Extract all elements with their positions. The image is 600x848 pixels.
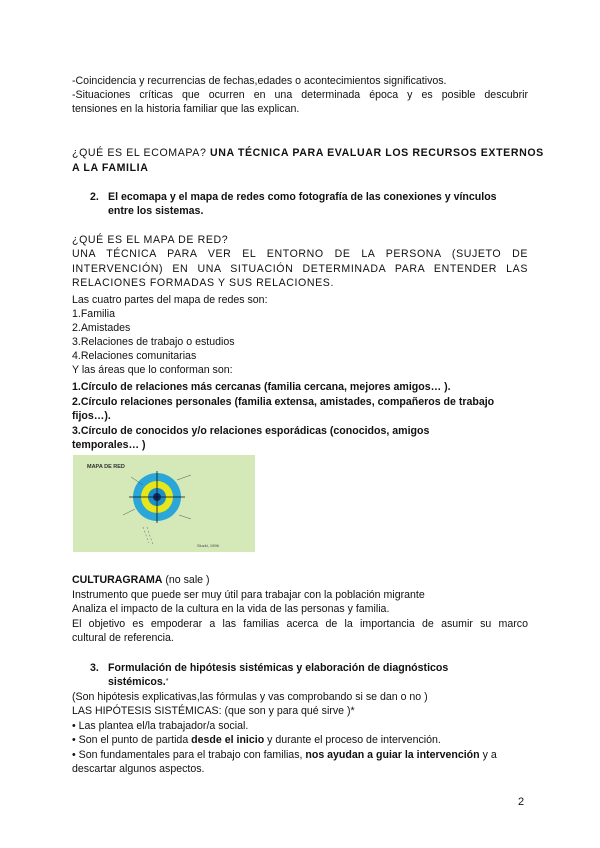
section-3-number: 3.: [90, 662, 99, 674]
cultura-line-3a: El objetivo es empoderar a las familias acerca de la importancia de asumir su marco: [72, 618, 528, 630]
hypotheses-title: LAS HIPÓTESIS SISTÉMICAS: (que son y para qué sirve )*: [72, 705, 355, 717]
section-3-title-mark: *: [165, 678, 169, 685]
red-areas-intro: Y las áreas que lo conforman son:: [72, 364, 233, 376]
ecomapa-answer-cont: A LA FAMILIA: [72, 162, 149, 174]
section-3-paren: (Son hipótesis explicativas,las fórmulas y vas comprobando si se dan o no ): [72, 691, 428, 703]
figure-title: MAPA DE RED: [87, 464, 125, 470]
bullet-2-pre: • Son el punto de partida: [72, 734, 192, 746]
intro-line-2b: tensiones en la historia familiar que las explican.: [72, 103, 300, 115]
cultura-note: (no sale ): [162, 574, 210, 586]
network-map-image: [73, 455, 255, 552]
cultura-line-2: Analiza el impacto de la cultura en la vida de las personas y familia.: [72, 603, 390, 615]
red-def-c: RELACIONES FORMADAS Y SUS RELACIONES.: [72, 277, 334, 289]
hypotheses-bullet-1: • Las plantea el/la trabajador/a social.: [72, 720, 249, 732]
network-map-figure: [73, 455, 255, 552]
red-part-4: 4.Relaciones comunitarias: [72, 350, 197, 362]
hypotheses-bullet-3: [72, 748, 528, 762]
red-part-3: 3.Relaciones de trabajo o estudios: [72, 336, 235, 348]
red-question: ¿QUÉ ES EL MAPA DE RED?: [72, 234, 229, 246]
section-3-title-a: Formulación de hipótesis sistémicas y elaboración de diagnósticos: [108, 662, 449, 674]
page-number: 2: [518, 796, 525, 808]
red-area-2a: 2.Círculo relaciones personales (familia extensa, amistades, compañeros de trabajo: [72, 396, 495, 408]
ecomapa-question: ¿QUÉ ES EL ECOMAPA?: [72, 147, 210, 159]
section-2-number: 2.: [90, 191, 99, 203]
hypotheses-bullet-2: [72, 733, 528, 747]
bullet-3-pre: • Son fundamentales para el trabajo con familias,: [72, 749, 306, 761]
section-2-title-a: El ecomapa y el mapa de redes como fotografía de las conexiones y vínculos: [108, 191, 497, 203]
red-part-2: 2.Amistades: [72, 322, 131, 334]
cultura-line-3b: cultural de referencia.: [72, 632, 174, 644]
section-3-title-b: sistémicos.: [108, 676, 166, 688]
bullet-3-post: y a: [479, 749, 497, 761]
cultura-title: CULTURAGRAMA: [72, 574, 163, 586]
cultura-heading: [72, 573, 528, 587]
bullet-2-post: y durante el proceso de intervención.: [264, 734, 441, 746]
hypotheses-bullet-3-cont: descartar algunos aspectos.: [72, 763, 205, 775]
figure-caption: Sluzki, 1996: [197, 543, 219, 548]
bullet-2-bold: desde el inicio: [191, 734, 265, 746]
red-def-a: UNA TÉCNICA PARA VER EL ENTORNO DE LA PERSONA (SUJETO DE: [72, 248, 528, 260]
section-3-title-b-line: [108, 675, 528, 689]
red-area-3a: 3.Círculo de conocidos y/o relaciones esporádicas (conocidos, amigos: [72, 425, 430, 437]
intro-line-1: -Coincidencia y recurrencias de fechas,edades o acontecimientos significativos.: [72, 75, 447, 87]
cultura-line-1: Instrumento que puede ser muy útil para trabajar con la población migrante: [72, 589, 425, 601]
red-area-3b: temporales… ): [72, 439, 146, 451]
ecomapa-answer: UNA TÉCNICA PARA EVALUAR LOS RECURSOS EXTERNOS: [209, 147, 544, 159]
ecomapa-heading: [72, 146, 544, 160]
intro-line-2a: -Situaciones críticas que ocurren en una determinada época y es posible descubrir: [72, 89, 528, 101]
red-area-2b: fijos…).: [72, 410, 111, 422]
red-parts-intro: Las cuatro partes del mapa de redes son:: [72, 294, 268, 306]
red-def-b: INTERVENCIÓN) EN UNA SITUACIÓN DETERMINADA PARA ENTENDER LAS: [72, 263, 528, 275]
section-2-title-b: entre los sistemas.: [108, 205, 204, 217]
red-part-1: 1.Familia: [72, 308, 115, 320]
bullet-3-bold: nos ayudan a guiar la intervención: [305, 749, 480, 761]
red-area-1: 1.Círculo de relaciones más cercanas (familia cercana, mejores amigos… ).: [72, 381, 451, 393]
